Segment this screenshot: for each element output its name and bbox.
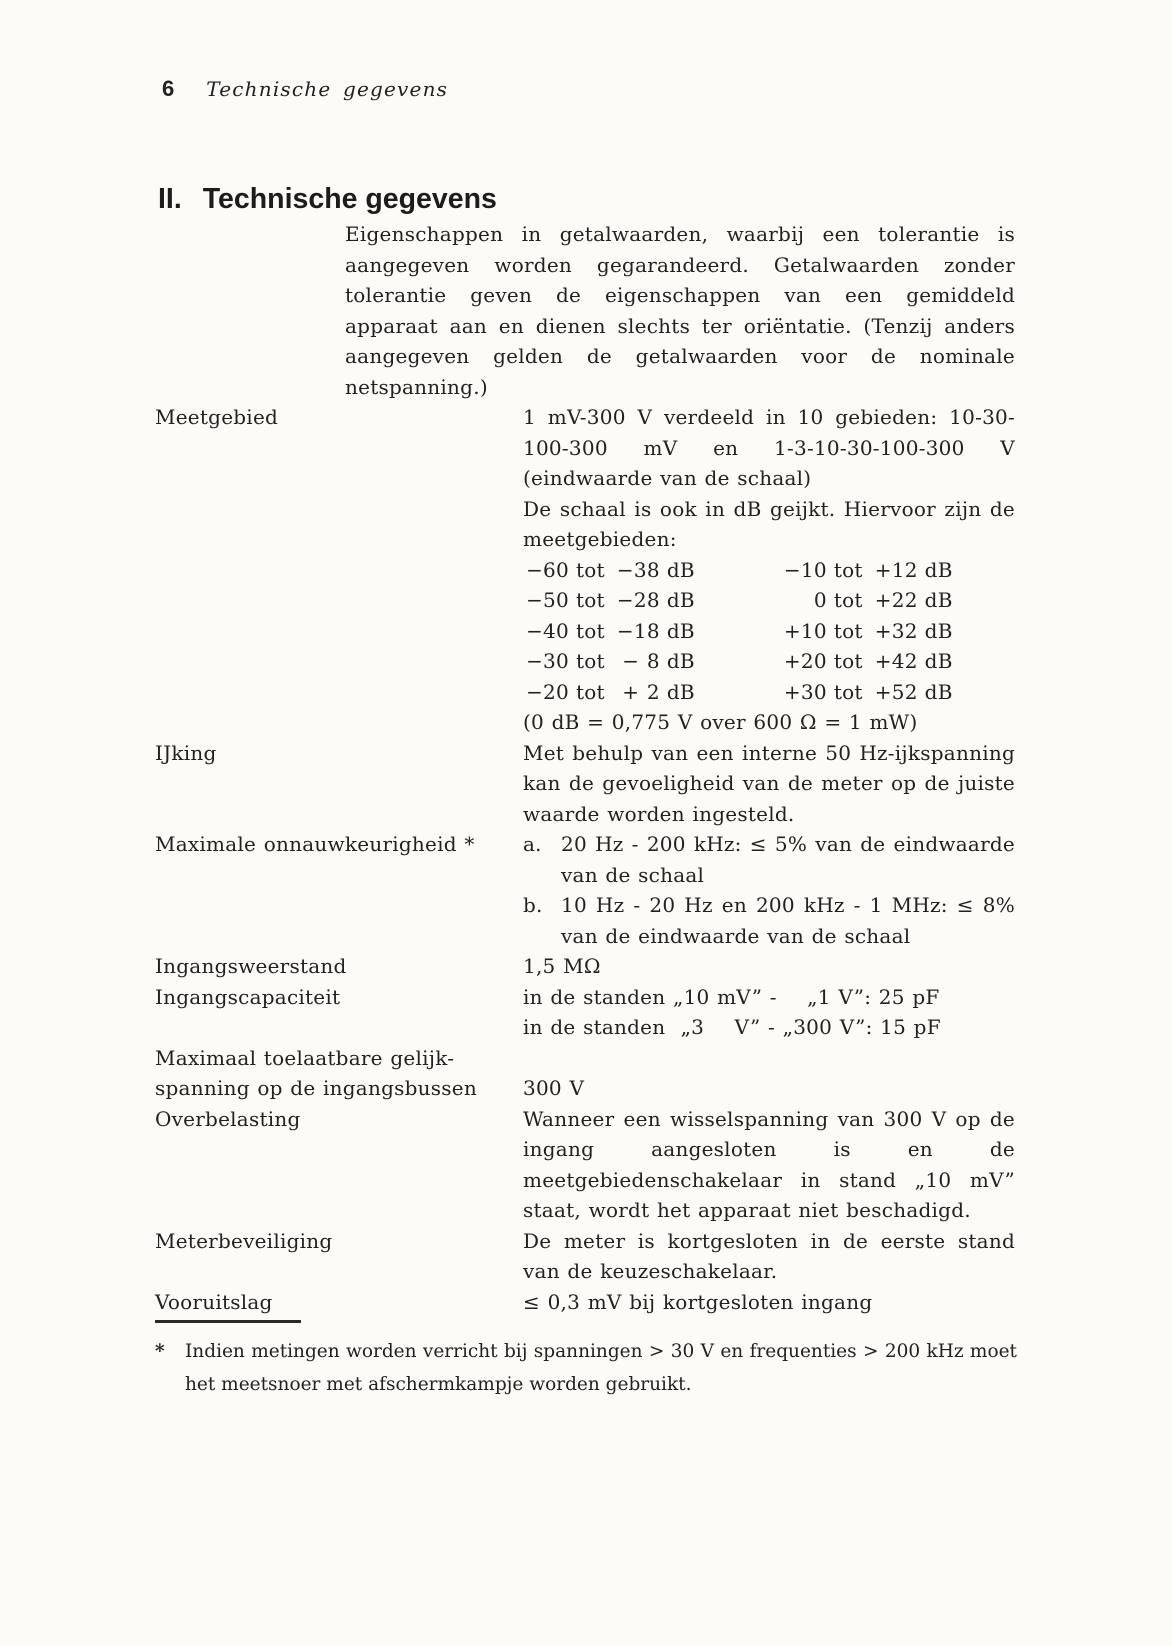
meetgebied-db-intro: De schaal is ook in dB geijkt. Hiervoor zijn de meetgebieden: <box>523 496 1015 551</box>
page-content <box>155 219 1015 1317</box>
footnote <box>155 1320 1017 1401</box>
db-range-right: −10 tot +12 dB <box>783 557 953 582</box>
db-range-right: +20 tot +42 dB <box>783 649 953 673</box>
footnote-marker: * <box>155 1341 165 1362</box>
spec-value-ingangscapaciteit <box>523 982 1015 1043</box>
db-range-left: −20 tot + 2 dB <box>526 679 695 704</box>
db-range-right: +30 tot +52 dB <box>783 679 953 704</box>
spec-value-meterbeveiliging: De meter is kortgesloten in de eerste stand van de keuzeschakelaar. <box>523 1228 1015 1283</box>
table-row <box>523 555 1015 586</box>
db-range-left: −50 tot −28 dB <box>526 588 695 612</box>
db-range-right: +10 tot +32 dB <box>783 618 953 643</box>
section-title <box>158 183 497 216</box>
spec-label-max-onnauwkeurigheid: Maximale onnauwkeurigheid * <box>155 832 475 856</box>
capacitance-line-1: in de standen „10 mV” - „1 V”: 25 pF <box>523 984 940 1009</box>
spec-value-vooruitslag: ≤ 0,3 mV bij kortgesloten ingang <box>523 1289 873 1314</box>
spec-value-ijking: Met behulp van een interne 50 Hz-ijkspanning kan de gevoeligheid van de meter op de juiste waarde worden ingesteld. <box>523 740 1015 826</box>
footnote-text: Indien metingen worden verricht bij spanningen > 30 V en frequenties > 200 kHz moet het meetsnoer met afschermkampje worden gebruikt. <box>185 1341 1017 1395</box>
spec-table <box>155 402 1015 1317</box>
spec-label-ingangsweerstand: Ingangsweerstand <box>155 954 347 978</box>
accuracy-item-b: b. 10 Hz - 20 Hz en 200 kHz - 1 MHz: ≤ 8% van de eindwaarde van de schaal <box>523 890 1015 951</box>
intro-paragraph: Eigenschappen in getalwaarden, waarbij een tolerantie is aangegeven worden gegarandeerd. Getalwaarden zonder tolerantie geven de eigenschappen van een gemiddeld apparaat aan en dienen slechts ter oriëntatie. (Tenzij anders aangegeven gelden de getalwaarden voor de nominale netspanning.) <box>345 222 1015 399</box>
item-marker: b. <box>523 893 543 917</box>
table-row <box>523 646 1015 677</box>
page-number: 6 <box>162 76 175 101</box>
spec-value-overbelasting: Wanneer een wisselspanning van 300 V op de ingang aangesloten is en de meetgebiedenschakelaar in stand „10 mV” staat, wordt het apparaat niet beschadigd. <box>523 1106 1015 1222</box>
section-number: II. <box>158 183 182 216</box>
spec-value-meetgebied <box>523 402 1015 738</box>
spec-value-max-gelijkspanning: 300 V <box>523 1076 585 1100</box>
meetgebied-ranges: 1 mV-300 V verdeeld in 10 gebieden: 10-30-100-300 mV en 1-3-10-30-100-300 V (eindwaarde van de schaal) <box>523 405 1015 490</box>
table-row <box>523 677 1015 708</box>
spec-value-max-onnauwkeurigheid <box>523 829 1015 951</box>
table-row <box>523 585 1015 616</box>
db-reference-note: (0 dB = 0,775 V over 600 Ω = 1 mW) <box>523 710 918 734</box>
accuracy-item-a: a. 20 Hz - 200 kHz: ≤ 5% van de eindwaarde van de schaal <box>523 829 1015 890</box>
db-range-right: 0 tot +22 dB <box>813 588 953 612</box>
db-ranges-table <box>523 555 1015 708</box>
spec-label-meetgebied: Meetgebied <box>155 405 279 429</box>
running-header <box>162 76 448 102</box>
spec-label-max-gelijkspanning: Maximaal toelaatbare gelijk- spanning op de ingangsbussen <box>155 1045 477 1100</box>
footnote-rule <box>155 1320 301 1323</box>
item-marker: a. <box>523 832 542 856</box>
table-row <box>523 616 1015 647</box>
spec-label-ingangscapaciteit: Ingangscapaciteit <box>155 984 341 1009</box>
footnote-body <box>155 1335 1017 1401</box>
spec-label-ijking: IJking <box>155 740 217 765</box>
spec-label-vooruitslag: Vooruitslag <box>155 1289 273 1314</box>
spec-value-ingangsweerstand: 1,5 MΩ <box>523 954 601 978</box>
running-header-title: Technische gegevens <box>206 77 449 101</box>
spec-label-meterbeveiliging: Meterbeveiliging <box>155 1228 333 1253</box>
spec-label-overbelasting: Overbelasting <box>155 1106 301 1131</box>
capacitance-line-2: in de standen „3 V” - „300 V”: 15 pF <box>523 1015 941 1039</box>
db-range-left: −60 tot −38 dB <box>526 557 695 582</box>
db-range-left: −40 tot −18 dB <box>526 618 695 643</box>
section-title-text: Technische gegevens <box>202 183 497 216</box>
db-range-left: −30 tot − 8 dB <box>526 649 695 673</box>
